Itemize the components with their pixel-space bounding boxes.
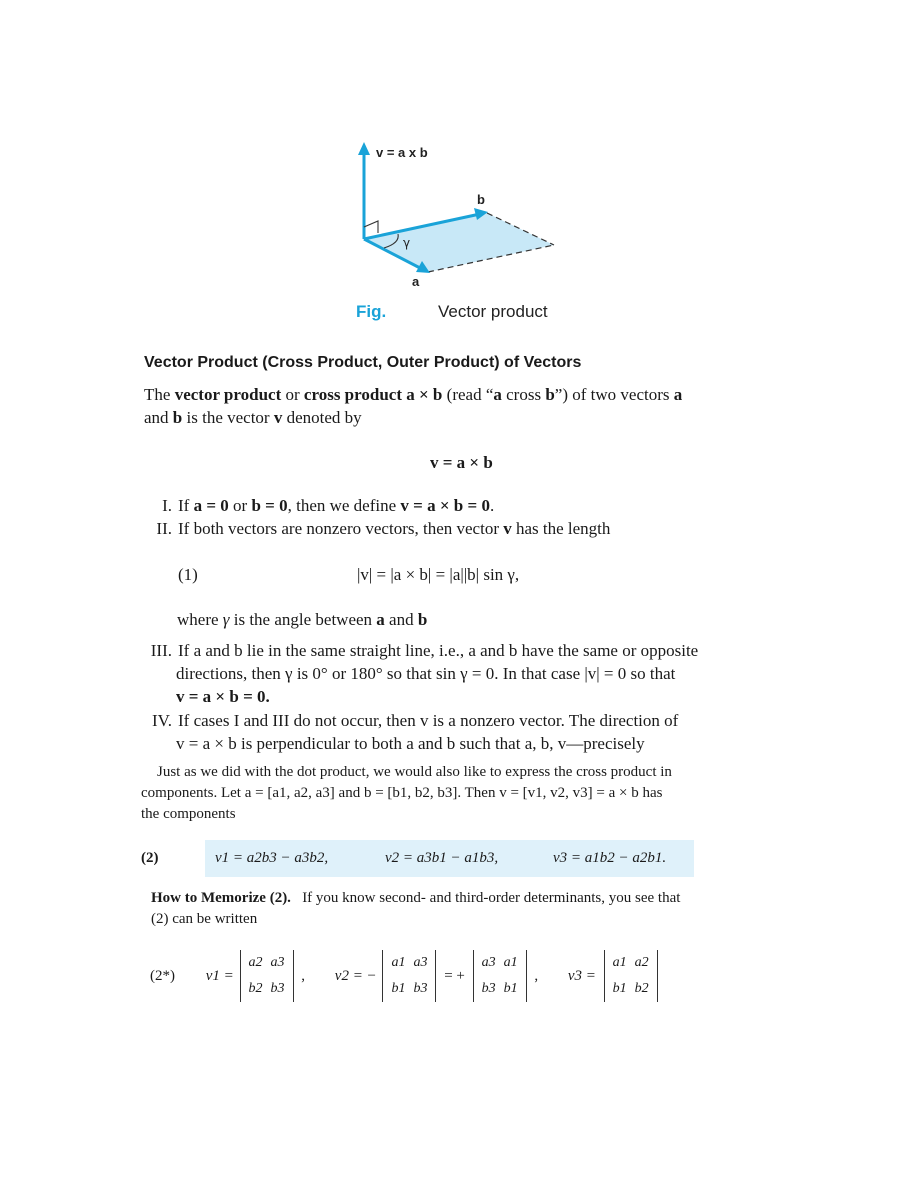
det-entry: a3 <box>270 955 285 970</box>
item-text: If both vectors are nonzero vectors, then vector <box>178 519 504 538</box>
where-line <box>177 608 427 631</box>
equation-2-v1: v1 = a2b3 − a3b2, <box>215 850 329 866</box>
term-cross-product: cross product <box>303 385 402 404</box>
item-math: b = 0 <box>251 496 288 515</box>
determinant-1 <box>240 950 294 1002</box>
det-entry: a3 <box>481 955 496 970</box>
det-entry: b3 <box>481 981 496 996</box>
det-entry: a3 <box>413 955 428 970</box>
intro-text: is the vector <box>182 408 274 427</box>
item-number: IV. <box>152 711 172 730</box>
label-gamma: γ <box>403 236 411 250</box>
paragraph-line: the components <box>141 806 236 822</box>
equation-2-star <box>150 950 658 1002</box>
det-entry: b3 <box>270 981 285 996</box>
item-math: a = 0 <box>193 496 229 515</box>
display-equation: v = a × b <box>430 453 493 472</box>
determinant-4 <box>604 950 658 1002</box>
equation-2-v2: v2 = a3b1 − a1b3, <box>385 850 499 866</box>
item-number: I. <box>162 496 172 515</box>
item-number: III. <box>150 641 172 660</box>
determinant-3 <box>473 950 527 1002</box>
right-angle-marker <box>364 221 378 233</box>
equation-2-box <box>205 840 694 877</box>
section-heading: Vector Product (Cross Product, Outer Product) of Vectors <box>144 354 582 371</box>
det-entry: b1 <box>612 981 627 996</box>
memorize-text: (2) can be written <box>151 911 258 927</box>
item-text: or <box>228 496 252 515</box>
memorize-text: If you know second- and third-order determinants, you see that <box>302 890 681 906</box>
det-entry: a1 <box>612 955 627 970</box>
item-text: If a and b lie in the same straight line, i.e., a and b have the same or opposite <box>178 641 699 660</box>
figure-caption-title: Vector product <box>438 302 548 321</box>
det-entry: a2 <box>634 955 649 970</box>
det-entry: a2 <box>248 955 263 970</box>
equation-2-star-number: (2*) <box>150 967 175 984</box>
comma: , <box>301 967 306 984</box>
determinant-2 <box>382 950 436 1002</box>
comma: , <box>534 967 539 984</box>
det-entry: b1 <box>503 981 518 996</box>
item-text: , then we define <box>287 496 401 515</box>
equation-2-number: (2) <box>141 850 159 866</box>
item-text: If <box>178 496 194 515</box>
item-text: directions, then γ is 0° or 180° so that sin γ = 0. In that case |v| = 0 so that <box>176 664 676 683</box>
intro-text: or <box>281 385 304 404</box>
list-item-2 <box>142 517 610 540</box>
equation-v1-lhs: v1 = <box>205 967 234 984</box>
where-b: b <box>417 610 428 629</box>
equation-v2-lhs: v2 = − <box>334 967 377 984</box>
intro-text: The <box>144 385 175 404</box>
vector-v-arrowhead <box>358 142 370 155</box>
item-text: v = a × b is perpendicular to both a and b such that a, b, v—precisely <box>176 734 645 753</box>
equation-2-v3: v3 = a1b2 − a2b1. <box>553 850 667 866</box>
intro-axb: a × b <box>402 385 443 404</box>
equation-1-number: (1) <box>178 565 198 584</box>
item-text: . <box>489 496 495 515</box>
intro-paragraph <box>144 383 784 429</box>
parallelogram-plane <box>364 213 554 272</box>
det-entry: b3 <box>413 981 428 996</box>
figure-caption-label: Fig. <box>356 302 387 321</box>
label-v: v = a x b <box>376 145 428 160</box>
term-vector-product: vector product <box>174 385 282 404</box>
intro-v: v <box>273 408 283 427</box>
where-text: and <box>384 610 418 629</box>
list-item-3 <box>142 639 782 708</box>
item-number: II. <box>156 519 172 538</box>
det-entry: b2 <box>634 981 649 996</box>
paragraph-line: components. Let a = [a1, a2, a3] and b = [b1, b2, b3]. Then v = [v1, v2, v3] = a × b has <box>141 785 663 801</box>
equals-plus: = + <box>444 967 465 984</box>
equation-1: |v| = |a × b| = |a||b| sin γ, <box>357 565 520 584</box>
where-text: is the angle between <box>229 610 377 629</box>
det-entry: a1 <box>391 955 406 970</box>
components-paragraph <box>141 762 771 825</box>
list-item-1 <box>142 494 494 517</box>
det-entry: b2 <box>248 981 263 996</box>
det-entry: a1 <box>503 955 518 970</box>
intro-a: a <box>493 385 502 404</box>
where-gamma: γ <box>222 610 230 629</box>
figure-caption <box>356 302 548 322</box>
item-v: v <box>503 519 512 538</box>
paragraph-line: Just as we did with the dot product, we would also like to express the cross product in <box>157 764 672 780</box>
det-entry: b1 <box>391 981 406 996</box>
where-text: where <box>177 610 223 629</box>
intro-text: denoted by <box>282 408 362 427</box>
memorize-paragraph <box>151 888 771 930</box>
label-b: b <box>477 192 485 207</box>
item-text: If cases I and III do not occur, then v is a nonzero vector. The direction of <box>178 711 679 730</box>
memorize-heading: How to Memorize (2). <box>151 890 291 906</box>
item-math: v = a × b = 0 <box>400 496 490 515</box>
intro-a: a <box>673 385 683 404</box>
intro-text: (read “ <box>442 385 494 404</box>
intro-text: cross <box>501 385 546 404</box>
intro-b: b <box>172 408 183 427</box>
item-text: has the length <box>511 519 611 538</box>
intro-b: b <box>545 385 555 404</box>
equation-v3-lhs: v3 = <box>567 967 596 984</box>
item-text: v = a × b = 0. <box>176 687 270 706</box>
where-a: a <box>376 610 385 629</box>
list-item-4 <box>142 709 782 755</box>
label-a: a <box>412 274 420 289</box>
vector-product-figure <box>340 135 580 295</box>
intro-text: and <box>144 408 173 427</box>
intro-text: ”) of two vectors <box>554 385 674 404</box>
